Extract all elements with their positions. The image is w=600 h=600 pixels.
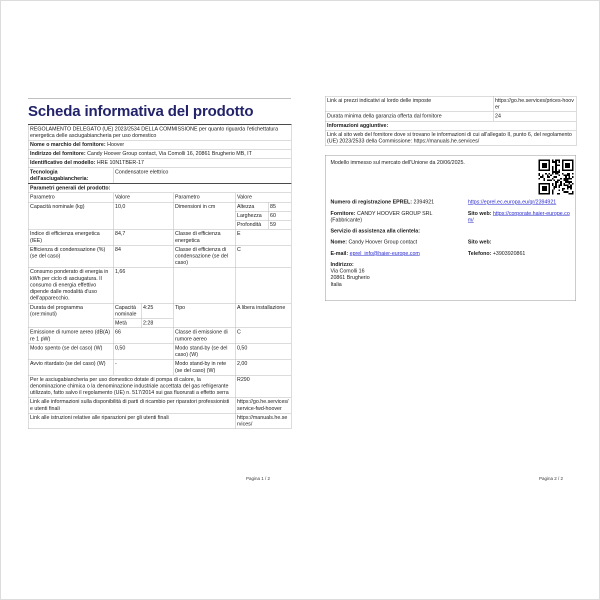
dimension-depth-label: Profondità [235, 220, 268, 229]
refrigerant-row [28, 375, 291, 397]
warranty-value: 24 [493, 112, 576, 121]
price-link-row [325, 96, 576, 112]
corporate-website-link[interactable]: https://corporate.haier-europe.com/ [467, 210, 570, 223]
energy-class-label: Classe di efficienza energetica [173, 229, 235, 245]
additional-info-text: Link al sito web del fornitore dove si trovano le informazioni di cui all'allegato II, punto 6, del regolamento (UE) 2023/2533 della Commissione: [327, 131, 572, 145]
supplier-name-value: Hoover [107, 141, 125, 148]
email-phone-row [331, 250, 571, 257]
additional-info-row [325, 130, 576, 146]
noise-label: Emissione di rumore aereo (dB(A) re 1 pW) [28, 328, 113, 344]
market-row [331, 160, 571, 195]
spare-parts-row [28, 397, 291, 413]
noise-class-value: C [235, 328, 291, 344]
customer-service-header: Servizio di assistenza alla clientela: [330, 228, 420, 235]
capacity-label: Capacità nominale (kg) [28, 202, 113, 229]
condensation-class-value: C [235, 245, 291, 267]
eprel-number-value: 2394921 [413, 199, 435, 206]
model-id-row [28, 158, 291, 167]
eprel-link[interactable]: https://eprel.ec.europa.eu/qr/2394921 [467, 199, 557, 206]
address-line-1: Via Comolli 16 [330, 268, 365, 275]
page-2 [325, 96, 576, 491]
energy-consumption-row [28, 267, 291, 303]
supplier-name-label: Nome o marchio del fornitore: [30, 141, 106, 148]
warranty-label: Durata minima della garanzia offerta dal fornitore [325, 112, 493, 121]
condensation-eff-label: Efficienza di condensazione (%) (se del caso) [28, 245, 113, 267]
off-mode-label: Modo spento (se del caso) (W) [28, 344, 113, 360]
off-mode-value: 0,50 [113, 344, 173, 360]
energy-consumption-value: 1,66 [113, 267, 173, 303]
price-link-label: Link ai prezzi indicativi al lordo delle imposte [325, 96, 493, 112]
technology-label: Tecnologia dell'asciugabiancheria: [28, 168, 113, 184]
duration-rated-value: 4:25 [141, 303, 173, 319]
manufacturer-label: Fornitore: [330, 210, 356, 217]
noise-row [28, 328, 291, 344]
repair-url: https://manuals.he.services/ [237, 414, 288, 428]
address-line-2: 20861 Brugherio [330, 274, 370, 281]
condensation-row [28, 245, 291, 267]
service-website-label: Sito web: [467, 239, 492, 246]
additional-info-header-row [325, 121, 576, 130]
col-header-parametro-1: Parametro [28, 193, 113, 202]
address-header: Indirizzo: [330, 261, 354, 268]
delay-start-row [28, 359, 291, 375]
refrigerant-label: Per le asciugabiancheria per uso domestico dotate di pompa di calore, la denominazione chimica o la denominazione industriale accettata del gas refrigerante utilizzato, fatto salvo il regolamento (UE) n. 517/2014 sui gas fluorurati a effetto serra [28, 375, 235, 397]
dimension-depth-value: 59 [268, 220, 291, 229]
price-url: https://go.he.services/prices-hoover [495, 97, 574, 111]
params-header-row [28, 184, 291, 193]
supplier-name-row [28, 140, 291, 149]
dimension-width-value: 60 [268, 211, 291, 220]
email-label: E-mail: [330, 250, 349, 257]
empty-cell [235, 267, 291, 303]
warranty-row [325, 112, 576, 121]
page-title: Scheda informativa del prodotto [28, 103, 254, 120]
service-name-row [331, 239, 571, 246]
network-standby-value: 2,00 [235, 359, 291, 375]
model-id-label: Identificativo del modello: [30, 159, 96, 166]
eprel-registration-box [325, 155, 576, 301]
repair-instructions-row [28, 413, 291, 429]
noise-value: 66 [113, 328, 173, 344]
duration-rated-label: Capacità nominale [113, 303, 141, 319]
program-duration-row [28, 303, 291, 319]
page1-footer: Pagina 1 / 2 [245, 476, 270, 481]
params-header: Parametri generali del prodotto: [28, 184, 291, 193]
col-header-valore-1: Valore [113, 193, 173, 202]
repair-link-label: Link alle istruzioni relative alle riparazioni per gli utenti finali [28, 413, 235, 429]
col-header-valore-2: Valore [235, 193, 291, 202]
refrigerant-value: R290 [235, 375, 291, 397]
page-1 [28, 98, 291, 488]
type-value: A libera installazione [235, 303, 291, 328]
standby-value: 0,50 [235, 344, 291, 360]
qr-code [538, 160, 573, 195]
service-name-label: Nome: [330, 239, 347, 246]
iee-label: Indice di efficienza energetica (IEE) [28, 229, 113, 245]
qr-wrap [468, 160, 574, 195]
empty-cell [173, 267, 235, 303]
market-placed-text: Modello immesso sul mercato dell'Unione da 20/06/2025. [330, 159, 465, 166]
column-header-row [28, 193, 291, 202]
address-line-3: Italia [330, 281, 342, 288]
manufacturer-row [331, 210, 571, 223]
product-info-table [28, 124, 292, 429]
page2-footer: Pagina 2 / 2 [538, 476, 563, 481]
duration-half-value: 2:28 [141, 319, 173, 328]
condensation-eff-value: 84 [113, 245, 173, 267]
network-standby-label: Modo stand-by in rete (se del caso) (W) [173, 359, 235, 375]
supplier-address-row [28, 149, 291, 158]
eprel-number-label: Numero di registrazione EPREL: [330, 199, 413, 206]
col-header-parametro-2: Parametro [173, 193, 235, 202]
technology-value: Condensatore elettrico [113, 168, 291, 184]
additional-info-header: Informazioni aggiuntive: [325, 121, 576, 130]
dimension-height-label: Altezza [235, 202, 268, 211]
type-label: Tipo [173, 303, 235, 328]
capacity-value: 10,0 [113, 202, 173, 229]
dimensions-label: Dimensioni in cm [173, 202, 235, 229]
duration-half-label: Metà [113, 319, 141, 328]
dimension-height-value: 85 [268, 202, 291, 211]
technology-row [28, 168, 291, 184]
standby-label: Modo stand-by (se del caso) (W) [173, 344, 235, 360]
duration-label: Durata del programma (ore:minuti) [28, 303, 113, 328]
email-link[interactable]: eprel_info@haier-europe.com [349, 250, 420, 257]
page1-top-rule [28, 98, 291, 99]
energy-class-value: E [235, 229, 291, 245]
condensation-class-label: Classe di efficienza di condensazione (se del caso) [173, 245, 235, 267]
capacity-dimensions-row [28, 202, 291, 211]
delay-start-value: - [113, 359, 173, 375]
supplier-address-value: Candy Hoover Group contact, Via Comolli 16, 20861 Brugherio MB, IT [87, 150, 252, 157]
regulation-text: REGOLAMENTO DELEGATO (UE) 2023/2534 DELLA COMMISSIONE per quanto riguarda l'etichettatura energetica delle asciugabiancheria per uso domestico [28, 124, 291, 140]
spare-parts-label: Link alle informazioni sulla disponibilità di parti di ricambio per riparatori professionisti e utenti finali [28, 397, 235, 413]
efficiency-index-row [28, 229, 291, 245]
page2-top-table [325, 96, 577, 146]
energy-consumption-label: Consumo ponderato di energia in kWh per ciclo di asciugatura. Il consumo di energia effettivo dipende dalle modalità d'uso dell'apparecchio. [28, 267, 113, 303]
model-id-value: HRE 10N1TBER-17 [96, 159, 144, 166]
delay-start-label: Avvio ritardato (se del caso) (W) [28, 359, 113, 375]
corporate-website-label: Sito web: [467, 210, 492, 217]
service-name-value: Candy Hoover Group contact [348, 239, 418, 246]
supplier-address-label: Indirizzo del fornitore: [30, 150, 86, 157]
manufacturer-value: CANDY HOOVER GROUP SRL (Fabbricante) [330, 210, 433, 223]
noise-class-label: Classe di emissione di rumore aereo [173, 328, 235, 344]
off-mode-row [28, 344, 291, 360]
additional-info-url: https://manuals.he.services/ [413, 138, 480, 145]
address-block [331, 261, 571, 287]
phone-value: +3903920861 [492, 250, 526, 257]
dimension-width-label: Larghezza [235, 211, 268, 220]
regulation-row [28, 124, 291, 140]
phone-label: Telefono: [467, 250, 492, 257]
spare-parts-url: https://go.he.services/service-fwd-hoover [237, 398, 289, 412]
iee-value: 84,7 [113, 229, 173, 245]
eprel-number-row [331, 199, 571, 206]
